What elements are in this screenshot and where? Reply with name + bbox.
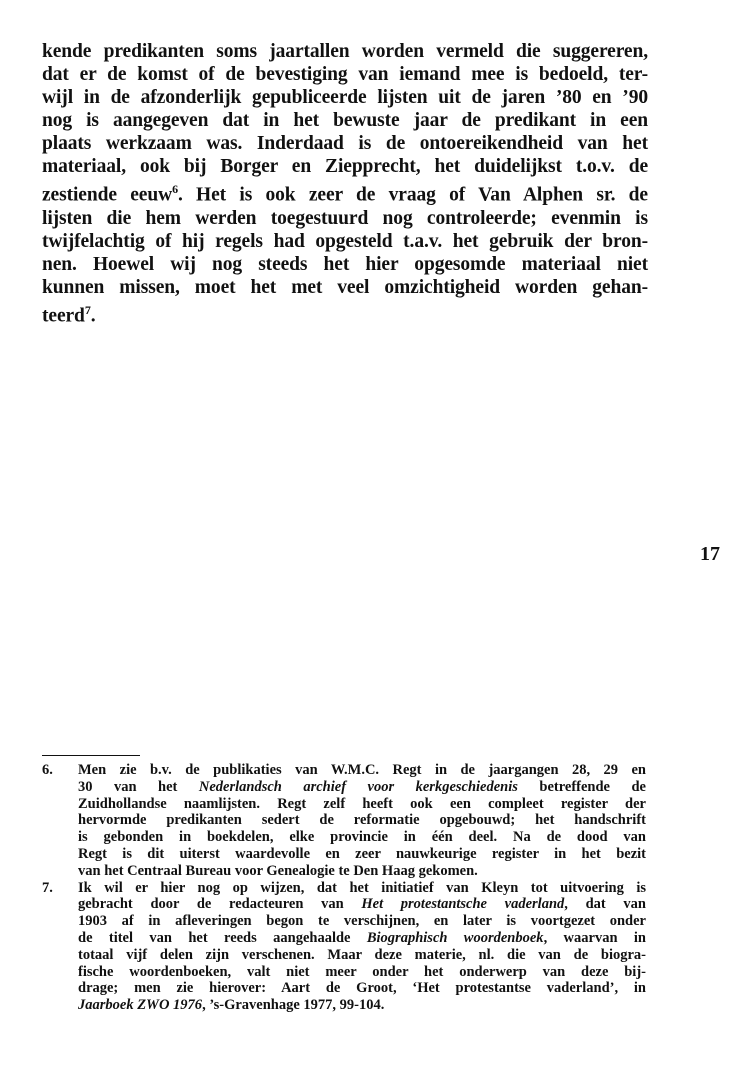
footnote-line: fische woordenboeken, valt niet meer onder het onderwerp van deze bij- [78,963,646,980]
body-line: kunnen missen, moet het met veel omzichtigheid worden gehan- [42,276,648,298]
footnote [42,880,646,1014]
footnote-number: 6. [42,762,53,778]
footnote-reference: 7 [84,302,91,317]
footnote-reference: 6 [172,182,178,196]
footnote-line: Men zie b.v. de publikaties van W.M.C. Regt in de jaargangen 28, 29 en [78,762,646,778]
footnote-line: 30 van het Nederlandsch archief voor kerkgeschiedenis betreffende de [78,778,646,795]
footnote-line: drage; men zie hierover: Aart de Groot, ‘Het protestantse vaderland’, in [78,980,646,997]
italic-title: Biographisch woordenboek [366,929,544,946]
body-line: twijfelachtig of hij regels had opgesteld t.a.v. het gebruik der bron- [42,230,648,252]
body-line: nen. Hoewel wij nog steeds het hier opgesomde materiaal niet [42,253,648,275]
footnote-line: is gebonden in boekdelen, elke provincie in één deel. Na de dood van [78,829,646,846]
italic-title: Nederlandsch archief voor kerkgeschiedenis [198,778,518,795]
footnotes [42,762,646,1014]
body-line: nog is aangegeven dat in het bewuste jaar de predikant in een [42,110,648,131]
footnote-line: 1903 af in afleveringen begon te verschijnen, en later is voortgezet onder [78,913,646,930]
body-line: wijl in de afzonderlijk gepubliceerde lijsten uit de jaren ’80 en ’90 [42,87,648,108]
footnote-line: hervormde predikanten sedert de reformatie opgebouwd; het handschrift [78,812,646,829]
body-line: dat er de komst of de bevestiging van iemand mee is bedoeld, ter- [42,64,648,85]
italic-title: Jaarboek ZWO 1976 [78,997,203,1014]
body-line: lijsten die hem werden toegestuurd nog controleerde; evenmin is [42,207,648,229]
footnote [42,762,646,880]
body-line: teerd$^7$. [42,302,96,326]
page-number: 17 [700,543,720,565]
footnote-line: Ik wil er hier nog op wijzen, dat het initiatief van Kleyn tot uitvoering is [78,879,646,896]
footnote-line: Regt is dit uiterst waardevolle en zeer nauwkeurige register in het bezit [78,845,646,862]
footnote-line: Jaarboek ZWO 1976, ’s-Gravenhage 1977, 99-104. [78,997,385,1014]
body-line: kende predikanten soms jaartallen worden vermeld die suggereren, [42,41,648,62]
italic-title: Het protestantsche vaderland [361,896,565,913]
footnote-line: gebracht door de redacteuren van Het protestantsche vaderland, dat van [78,896,646,913]
body-line: plaats werkzaam was. Inderdaad is de ontoereikendheid van het [42,133,648,154]
footnote-line: van het Centraal Bureau voor Genealogie te Den Haag gekomen. [78,862,478,879]
body-line: zestiende eeuw$^6$. Het is ook zeer de vraag of Van Alphen sr. de [42,182,648,206]
footnote-line: Zuidhollandse naamlijsten. Regt zelf heeft ook een compleet register der [78,795,646,812]
footnote-line: totaal vijf delen zijn verschenen. Maar deze materie, nl. die van de biogra- [78,946,646,963]
footnote-separator [42,755,140,756]
footnote-number: 7. [42,879,53,896]
body-text [42,40,648,327]
body-line: materiaal, ook bij Borger en Ziepprecht, het duidelijkst t.o.v. de [42,156,648,177]
footnote-line: de titel van het reeds aangehaalde Biographisch woordenboek, waarvan in [78,929,646,946]
